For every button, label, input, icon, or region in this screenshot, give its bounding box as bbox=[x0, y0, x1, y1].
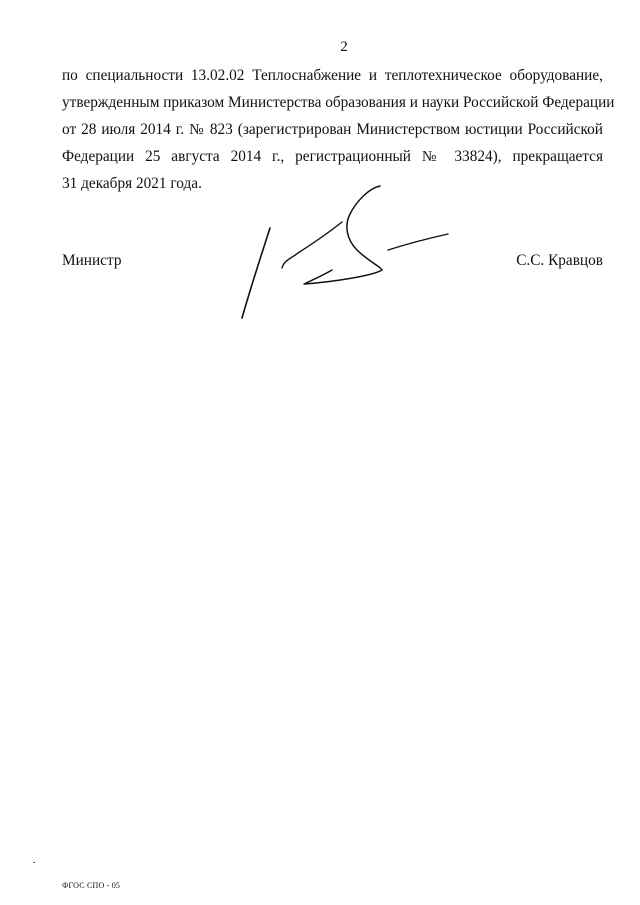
scan-speck bbox=[33, 862, 35, 863]
signatory-name: С.С. Кравцов bbox=[516, 252, 603, 269]
body-line: Федерации 25 августа 2014 г., регистрационный № 33824), прекращается bbox=[62, 148, 603, 165]
signature-stroke bbox=[304, 186, 382, 284]
body-line: утвержденным приказом Министерства образования и науки Российской Федерации bbox=[62, 94, 615, 111]
signature-stroke bbox=[282, 222, 342, 268]
body-line: по специальности 13.02.02 Теплоснабжение и теплотехническое оборудование, bbox=[62, 67, 603, 84]
footer-code: ФГОС СПО - 05 bbox=[62, 881, 121, 890]
body-line: 31 декабря 2021 года. bbox=[62, 175, 202, 192]
signature-stroke bbox=[242, 228, 270, 318]
body-line: от 28 июля 2014 г. № 823 (зарегистрирован Министерством юстиции Российской bbox=[62, 121, 603, 138]
body-paragraph bbox=[62, 62, 615, 197]
page-number: 2 bbox=[340, 39, 348, 55]
signature-stroke bbox=[388, 234, 448, 250]
signatory-title: Министр bbox=[62, 252, 122, 269]
handwritten-signature bbox=[232, 178, 462, 328]
